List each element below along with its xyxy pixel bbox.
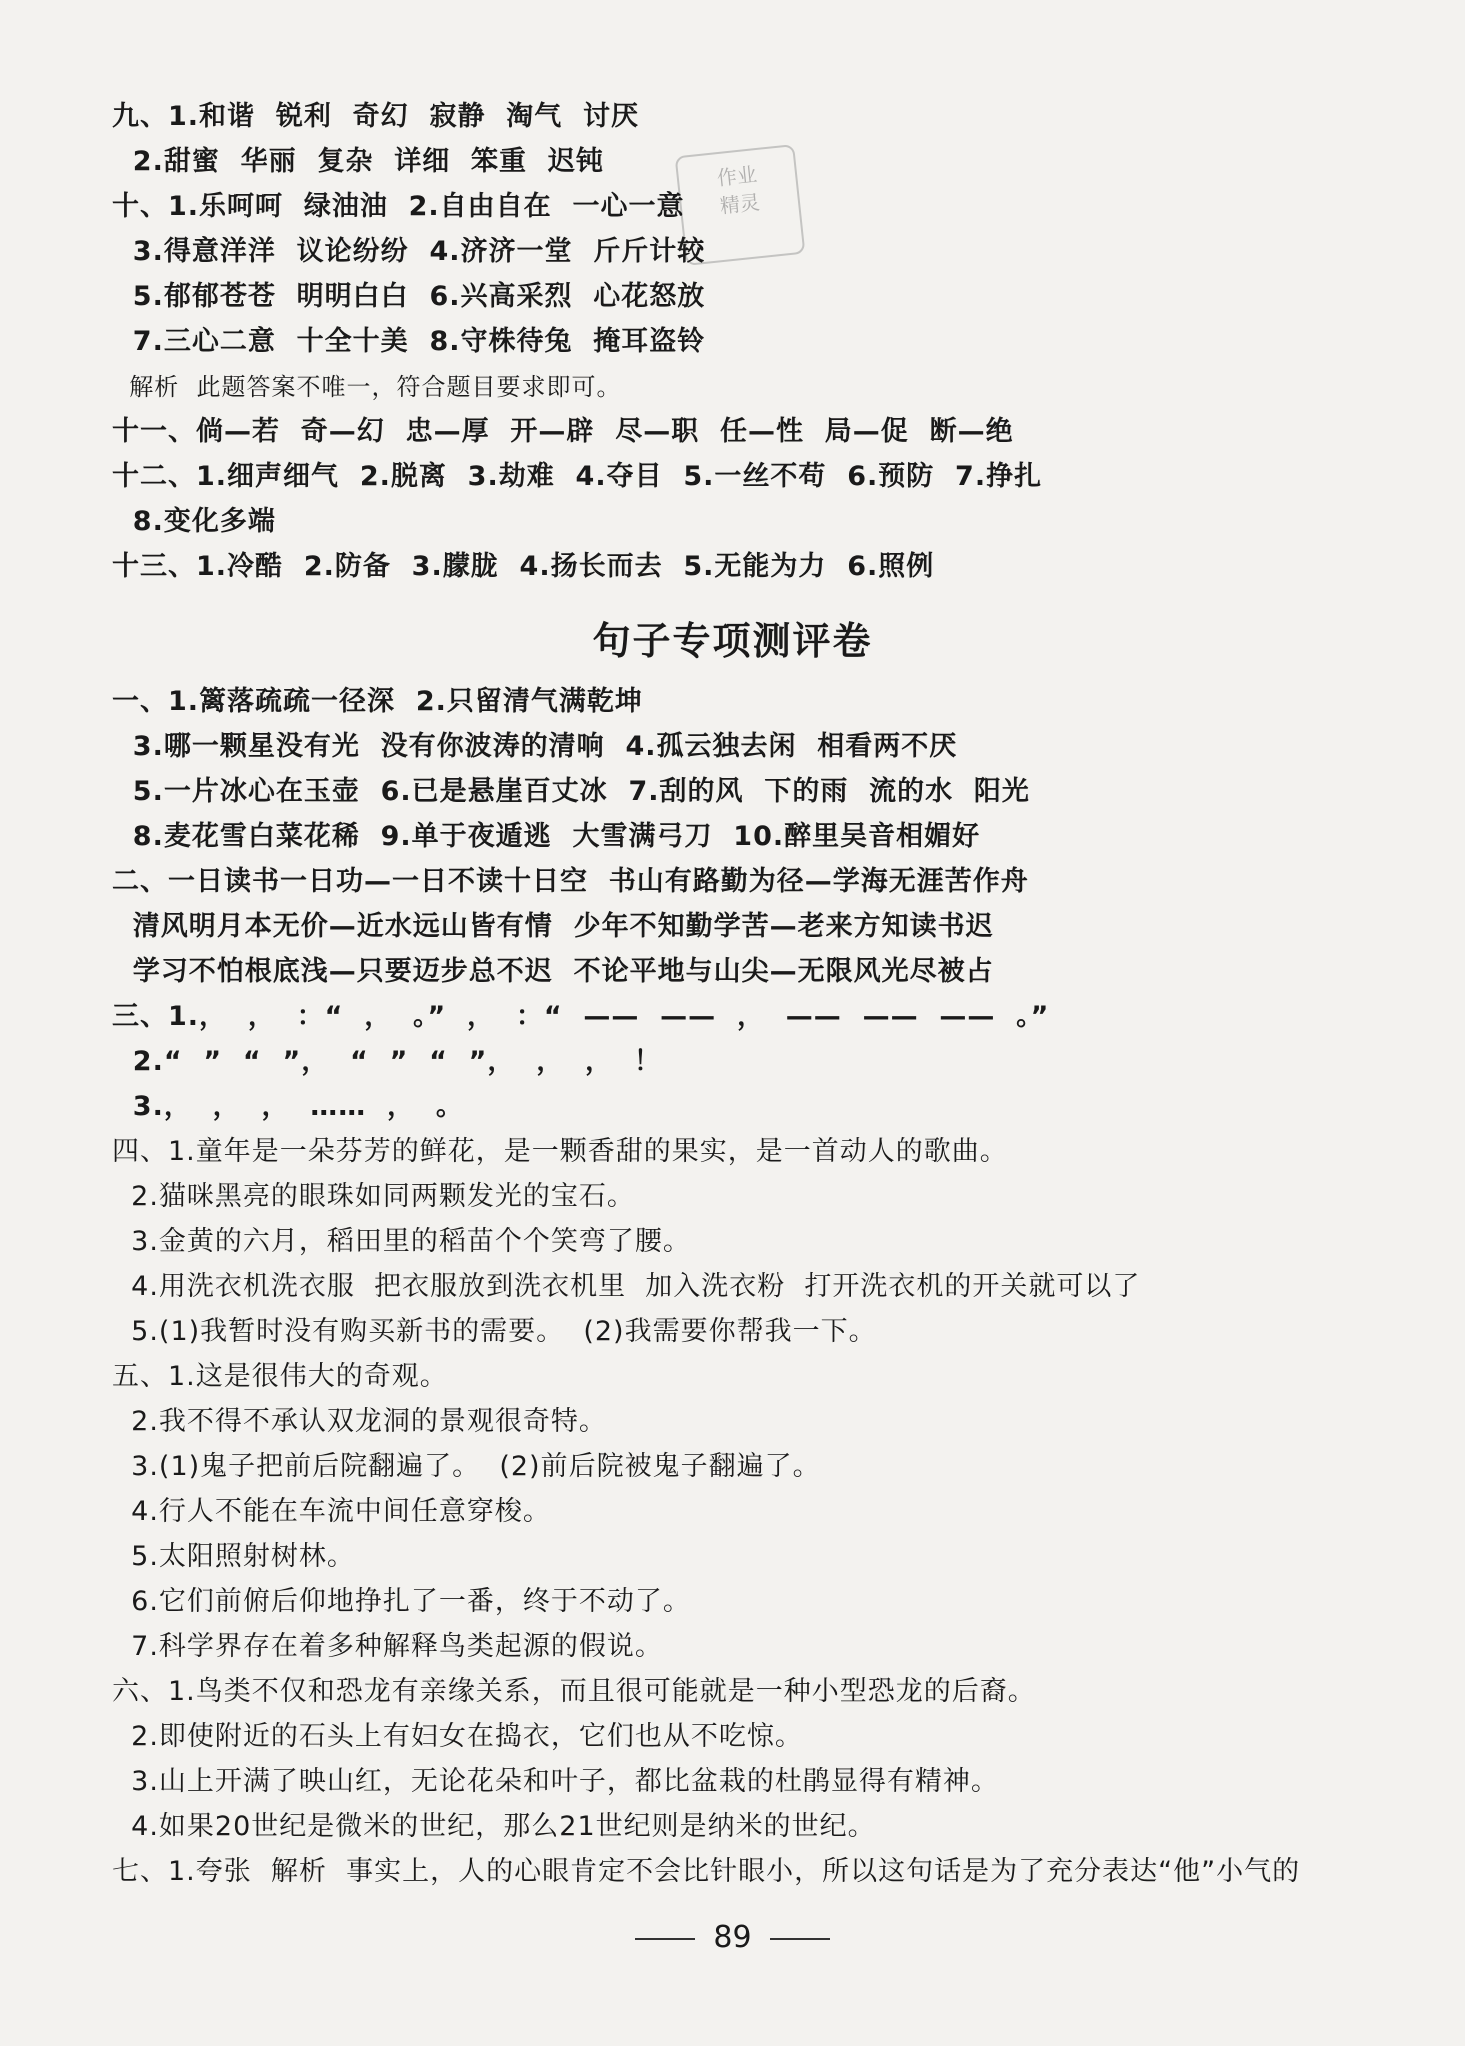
answer-line: 4.用洗衣机洗衣服 把衣服放到洗衣机里 加入洗衣粉 打开洗衣机的开关就可以了 bbox=[112, 1271, 1141, 1302]
answer-line: 七、1.夸张 解析 事实上，人的心眼肯定不会比针眼小，所以这句话是为了充分表达“他”小气的 bbox=[112, 1856, 1301, 1887]
answer-line: 清风明月本无价—近水远山皆有情 少年不知勤学苦—老来方知读书迟 bbox=[112, 911, 994, 942]
answer-line: 4.行人不能在车流中间任意穿梭。 bbox=[112, 1496, 551, 1527]
answer-line: 一、1.篱落疏疏一径深 2.只留清气满乾坤 bbox=[112, 686, 643, 717]
answer-line: 四、1.童年是一朵芬芳的鲜花，是一颗香甜的果实，是一首动人的歌曲。 bbox=[112, 1136, 1008, 1167]
answer-line: 2.甜蜜 华丽 复杂 详细 笨重 迟钝 bbox=[112, 146, 604, 177]
answer-line: 5.(1)我暂时没有购买新书的需要。 (2)我需要你帮我一下。 bbox=[112, 1316, 877, 1347]
stamp-line-1: 作业 bbox=[715, 162, 759, 191]
answer-line: 五、1.这是很伟大的奇观。 bbox=[112, 1361, 448, 1392]
answer-line: 5.太阳照射树林。 bbox=[112, 1541, 355, 1572]
answer-line: 3.， ， ， …… ， 。 bbox=[112, 1091, 464, 1122]
section-title: 句子专项测评卷 bbox=[592, 619, 873, 663]
answer-line: 3.山上开满了映山红，无论花朵和叶子，都比盆栽的杜鹃显得有精神。 bbox=[112, 1766, 999, 1797]
answer-line: 7.科学界存在着多种解释鸟类起源的假说。 bbox=[112, 1631, 663, 1662]
answer-line: 二、一日读书一日功—一日不读十日空 书山有路勤为径—学海无涯苦作舟 bbox=[112, 866, 1029, 897]
page-footer bbox=[0, 1920, 1465, 1955]
answer-line: 十一、倘—若 奇—幻 忠—厚 开—辟 尽—职 任—性 局—促 断—绝 bbox=[112, 416, 1014, 447]
answer-line: 2.我不得不承认双龙洞的景观很奇特。 bbox=[112, 1406, 607, 1437]
answer-line: 十三、1.冷酷 2.防备 3.朦胧 4.扬长而去 5.无能为力 6.照例 bbox=[112, 551, 935, 582]
answer-line: 5.一片冰心在玉壶 6.已是悬崖百丈冰 7.刮的风 下的雨 流的水 阳光 bbox=[112, 776, 1030, 807]
answer-line: 3.金黄的六月，稻田里的稻苗个个笑弯了腰。 bbox=[112, 1226, 691, 1257]
answer-line: 十、1.乐呵呵 绿油油 2.自由自在 一心一意 bbox=[112, 191, 685, 222]
answer-line: 2.“ ” “ ”， “ ” “ ”， ， ， ！ bbox=[112, 1046, 662, 1077]
answer-line: 2.即使附近的石头上有妇女在捣衣，它们也从不吃惊。 bbox=[112, 1721, 803, 1752]
answer-line: 3.得意洋洋 议论纷纷 4.济济一堂 斤斤计较 bbox=[112, 236, 706, 267]
answer-line: 7.三心二意 十全十美 8.守株待兔 掩耳盗铃 bbox=[112, 326, 706, 357]
answer-line: 6.它们前俯后仰地挣扎了一番，终于不动了。 bbox=[112, 1586, 691, 1617]
answer-line: 九、1.和谐 锐利 奇幻 寂静 淘气 讨厌 bbox=[112, 101, 640, 132]
footer-dash-right bbox=[770, 1938, 830, 1940]
answer-line: 六、1.鸟类不仅和恐龙有亲缘关系，而且很可能就是一种小型恐龙的后裔。 bbox=[112, 1676, 1036, 1707]
answer-line: 8.麦花雪白菜花稀 9.单于夜遁逃 大雪满弓刀 10.醉里吴音相媚好 bbox=[112, 821, 981, 852]
answer-line: 3.哪一颗星没有光 没有你波涛的清响 4.孤云独去闲 相看两不厌 bbox=[112, 731, 958, 762]
answer-line: 5.郁郁苍苍 明明白白 6.兴高采烈 心花怒放 bbox=[112, 281, 706, 312]
stamp-line-2: 精灵 bbox=[718, 189, 762, 219]
answer-line: 2.猫咪黑亮的眼珠如同两颗发光的宝石。 bbox=[112, 1181, 635, 1212]
answer-line: 三、1.， ， ：“ ， 。” ， ：“ —— —— ， —— —— —— 。” bbox=[112, 1001, 1050, 1032]
answer-line: 十二、1.细声细气 2.脱离 3.劫难 4.夺目 5.一丝不苟 6.预防 7.挣扎 bbox=[112, 461, 1043, 492]
page-number: 89 bbox=[713, 1920, 752, 1955]
footer-dash-left bbox=[635, 1938, 695, 1940]
analysis-note: 解析 此题答案不唯一，符合题目要求即可。 bbox=[112, 373, 622, 401]
answer-line: 学习不怕根底浅—只要迈步总不迟 不论平地与山尖—无限风光尽被占 bbox=[112, 956, 994, 987]
answer-line: 8.变化多端 bbox=[112, 506, 276, 537]
answer-line: 3.(1)鬼子把前后院翻遍了。 (2)前后院被鬼子翻遍了。 bbox=[112, 1451, 821, 1482]
answer-line: 4.如果20世纪是微米的世纪，那么21世纪则是纳米的世纪。 bbox=[112, 1811, 876, 1842]
